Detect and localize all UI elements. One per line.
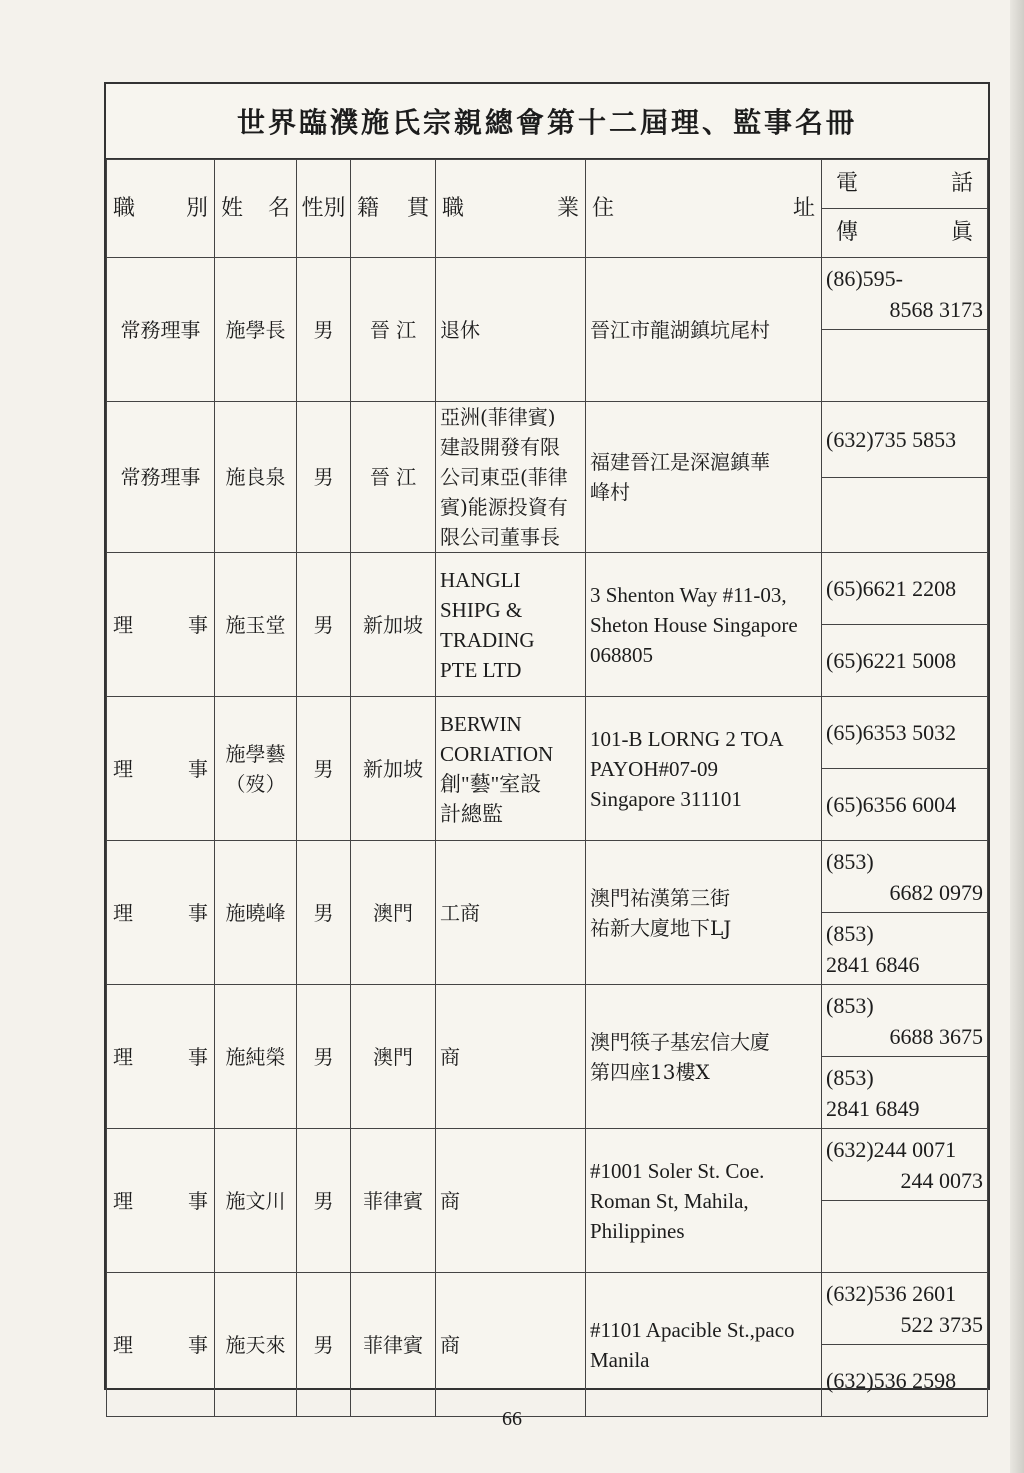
phone-line: (632)536 2601	[826, 1280, 957, 1306]
address-line: 101-B LORNG 2 TOA	[590, 726, 784, 751]
occupation-line: 賓)能源投資有	[440, 495, 568, 519]
address-cell	[586, 985, 822, 1129]
fax-line: 2841 6849	[826, 1095, 920, 1121]
address-line: 晉江市龍湖鎮坑尾村	[590, 317, 770, 342]
phone-line: (853)	[826, 848, 874, 874]
header-fax-char-1: 傳	[836, 220, 859, 245]
name-cell: 施學藝 （歿）	[215, 697, 297, 841]
origin-cell: 晉 江	[351, 258, 436, 402]
role-text: 理	[113, 612, 133, 637]
phone-cell	[822, 1273, 988, 1345]
fax-line: (853)	[826, 920, 874, 946]
occupation-cell	[436, 402, 586, 553]
name-cell: 施純榮	[215, 985, 297, 1129]
roster-table	[106, 159, 988, 1417]
role-text: 事	[188, 1332, 208, 1357]
phone-line: (632)735 5853	[826, 426, 957, 452]
fax-line: (65)6221 5008	[826, 648, 957, 673]
table-row	[107, 1129, 988, 1201]
occupation-line: 退休	[440, 317, 480, 342]
origin-cell: 澳門	[351, 985, 436, 1129]
fax-cell	[822, 913, 988, 985]
header-address-char-1: 住	[592, 195, 615, 221]
phone-cell	[822, 553, 988, 625]
phone-line: 6682 0979	[889, 879, 983, 905]
role-text: 常務理事	[120, 317, 201, 342]
page-edge	[1010, 0, 1024, 1473]
occupation-line: CORIATION	[440, 741, 554, 766]
sex-cell: 男	[297, 697, 351, 841]
sex-cell: 男	[297, 553, 351, 697]
phone-line: 522 3735	[900, 1311, 983, 1337]
header-phone-char-2: 話	[950, 171, 973, 196]
address-cell	[586, 402, 822, 553]
address-line: #1101 Apacible St.,paco	[590, 1317, 795, 1342]
occupation-line: HANGLI	[440, 567, 521, 592]
header-job-char-2: 業	[556, 195, 579, 221]
address-cell	[586, 553, 822, 697]
address-line: 澳門祐漢第三街	[590, 885, 730, 910]
occupation-line: 亞洲(菲律賓)	[440, 405, 556, 429]
occupation-cell	[436, 841, 586, 985]
role-text: 理	[113, 1332, 133, 1357]
fax-cell	[822, 1345, 988, 1417]
occupation-line: BERWIN	[440, 711, 522, 736]
header-role-char-1: 職	[113, 195, 136, 221]
phone-cell	[822, 841, 988, 913]
name-cell: 施文川	[215, 1129, 297, 1273]
header-fax-char-2: 眞	[950, 220, 973, 245]
table-row	[107, 985, 988, 1057]
sex-cell: 男	[297, 402, 351, 553]
address-line: Philippines	[590, 1218, 685, 1243]
header-name-char-2: 名	[267, 195, 290, 221]
sex-cell: 男	[297, 1129, 351, 1273]
phone-cell	[822, 402, 988, 478]
address-line: PAYOH#07-09	[590, 756, 718, 781]
origin-cell: 澳門	[351, 841, 436, 985]
occupation-line: 商	[440, 1188, 460, 1213]
roster-sheet	[104, 82, 990, 1393]
phone-line: 6688 3675	[889, 1023, 983, 1049]
fax-line: (853)	[826, 1064, 874, 1090]
role-text: 事	[188, 756, 208, 781]
address-line: 峰村	[590, 480, 630, 504]
role-cell	[107, 402, 215, 553]
role-text: 事	[188, 612, 208, 637]
sex-cell: 男	[297, 985, 351, 1129]
page-number: 66	[502, 1408, 522, 1430]
table-row	[107, 258, 988, 330]
header-phone	[822, 160, 988, 209]
role-text: 理	[113, 1044, 133, 1069]
origin-cell: 新加坡	[351, 553, 436, 697]
header-origin-char-2: 貫	[406, 195, 429, 221]
phone-cell	[822, 697, 988, 769]
address-line: 福建晉江是深滬鎮華	[590, 450, 770, 474]
header-role-char-2: 別	[185, 195, 208, 221]
fax-cell	[822, 330, 988, 402]
role-cell	[107, 553, 215, 697]
header-name	[215, 160, 297, 258]
address-line: 068805	[590, 642, 653, 667]
occupation-line: 工商	[440, 900, 480, 925]
table-row	[107, 841, 988, 913]
header-role	[107, 160, 215, 258]
table-row	[107, 553, 988, 625]
sex-cell: 男	[297, 258, 351, 402]
address-cell	[586, 258, 822, 402]
name-cell: 施玉堂	[215, 553, 297, 697]
header-origin	[351, 160, 436, 258]
origin-cell: 菲律賓	[351, 1129, 436, 1273]
occupation-line: 建設開發有限	[440, 435, 560, 459]
role-text: 理	[113, 756, 133, 781]
header-phone-char-1: 電	[836, 171, 859, 196]
origin-cell: 新加坡	[351, 697, 436, 841]
header-origin-char-1: 籍	[357, 195, 380, 221]
phone-cell	[822, 258, 988, 330]
sex-cell: 男	[297, 841, 351, 985]
phone-line: (65)6621 2208	[826, 576, 957, 601]
phone-line: (86)595-	[826, 265, 903, 291]
origin-cell: 晉 江	[351, 402, 436, 553]
fax-cell	[822, 1057, 988, 1129]
sex-cell: 男	[297, 1273, 351, 1417]
occupation-line: TRADING	[440, 627, 535, 652]
role-text: 理	[113, 1188, 133, 1213]
table-row	[107, 697, 988, 769]
fax-cell	[822, 769, 988, 841]
occupation-cell	[436, 1129, 586, 1273]
name-cell: 施天來	[215, 1273, 297, 1417]
table-row	[107, 402, 988, 478]
role-text: 事	[188, 900, 208, 925]
page-title: 世界臨濮施氏宗親總會第十二屆理、監事名冊	[106, 84, 988, 159]
phone-line: 244 0073	[900, 1167, 983, 1193]
occupation-cell	[436, 985, 586, 1129]
address-cell	[586, 1273, 822, 1417]
address-line: 澳門筷子基宏信大廈	[590, 1029, 770, 1054]
fax-cell	[822, 625, 988, 697]
occupation-cell	[436, 1273, 586, 1417]
role-text: 事	[188, 1044, 208, 1069]
table-row	[107, 1273, 988, 1345]
occupation-cell	[436, 553, 586, 697]
address-line: Sheton House Singapore	[590, 612, 798, 637]
address-cell	[586, 841, 822, 985]
address-line: Manila	[590, 1347, 650, 1372]
address-line: 祐新大廈地下LJ	[590, 915, 732, 940]
phone-line: (632)244 0071	[826, 1136, 957, 1162]
phone-cell	[822, 1129, 988, 1201]
header-address-char-2: 址	[792, 195, 815, 221]
header-fax	[822, 209, 988, 258]
address-line: Roman St, Mahila,	[590, 1188, 749, 1213]
occupation-line: 計總監	[440, 801, 503, 826]
name-cell: 施曉峰	[215, 841, 297, 985]
phone-line: (853)	[826, 992, 874, 1018]
role-text: 理	[113, 900, 133, 925]
address-cell	[586, 1129, 822, 1273]
fax-line: (632)536 2598	[826, 1368, 957, 1393]
role-text: 常務理事	[120, 465, 201, 489]
role-cell	[107, 841, 215, 985]
header-name-char-1: 姓	[221, 195, 244, 221]
role-text: 事	[188, 1188, 208, 1213]
header-job	[436, 160, 586, 258]
header-job-char-1: 職	[442, 195, 465, 221]
fax-line: (65)6356 6004	[826, 792, 957, 817]
address-line: 3 Shenton Way #11-03,	[590, 582, 787, 607]
origin-cell: 菲律賓	[351, 1273, 436, 1417]
address-line: #1001 Soler St. Coe.	[590, 1158, 765, 1183]
fax-cell	[822, 1201, 988, 1273]
occupation-line: PTE LTD	[440, 657, 522, 682]
address-line: 第四座13樓X	[590, 1059, 710, 1084]
occupation-cell	[436, 697, 586, 841]
fax-line: 2841 6846	[826, 951, 920, 977]
header-address	[586, 160, 822, 258]
phone-line: 8568 3173	[889, 296, 983, 322]
role-cell	[107, 1273, 215, 1417]
phone-cell	[822, 985, 988, 1057]
role-cell	[107, 258, 215, 402]
role-cell	[107, 697, 215, 841]
name-cell: 施學長	[215, 258, 297, 402]
occupation-cell	[436, 258, 586, 402]
name-cell: 施良泉	[215, 402, 297, 553]
occupation-line: SHIPG &	[440, 597, 523, 622]
occupation-line: 創"藝"室設	[440, 771, 542, 796]
address-cell	[586, 697, 822, 841]
occupation-line: 限公司董事長	[440, 525, 560, 549]
fax-cell	[822, 477, 988, 553]
role-cell	[107, 985, 215, 1129]
header-sex: 性別	[297, 160, 351, 258]
occupation-line: 商	[440, 1044, 460, 1069]
address-line: Singapore 311101	[590, 786, 742, 811]
phone-line: (65)6353 5032	[826, 720, 957, 745]
role-cell	[107, 1129, 215, 1273]
occupation-line: 商	[440, 1332, 460, 1357]
occupation-line: 公司東亞(菲律	[440, 465, 568, 489]
